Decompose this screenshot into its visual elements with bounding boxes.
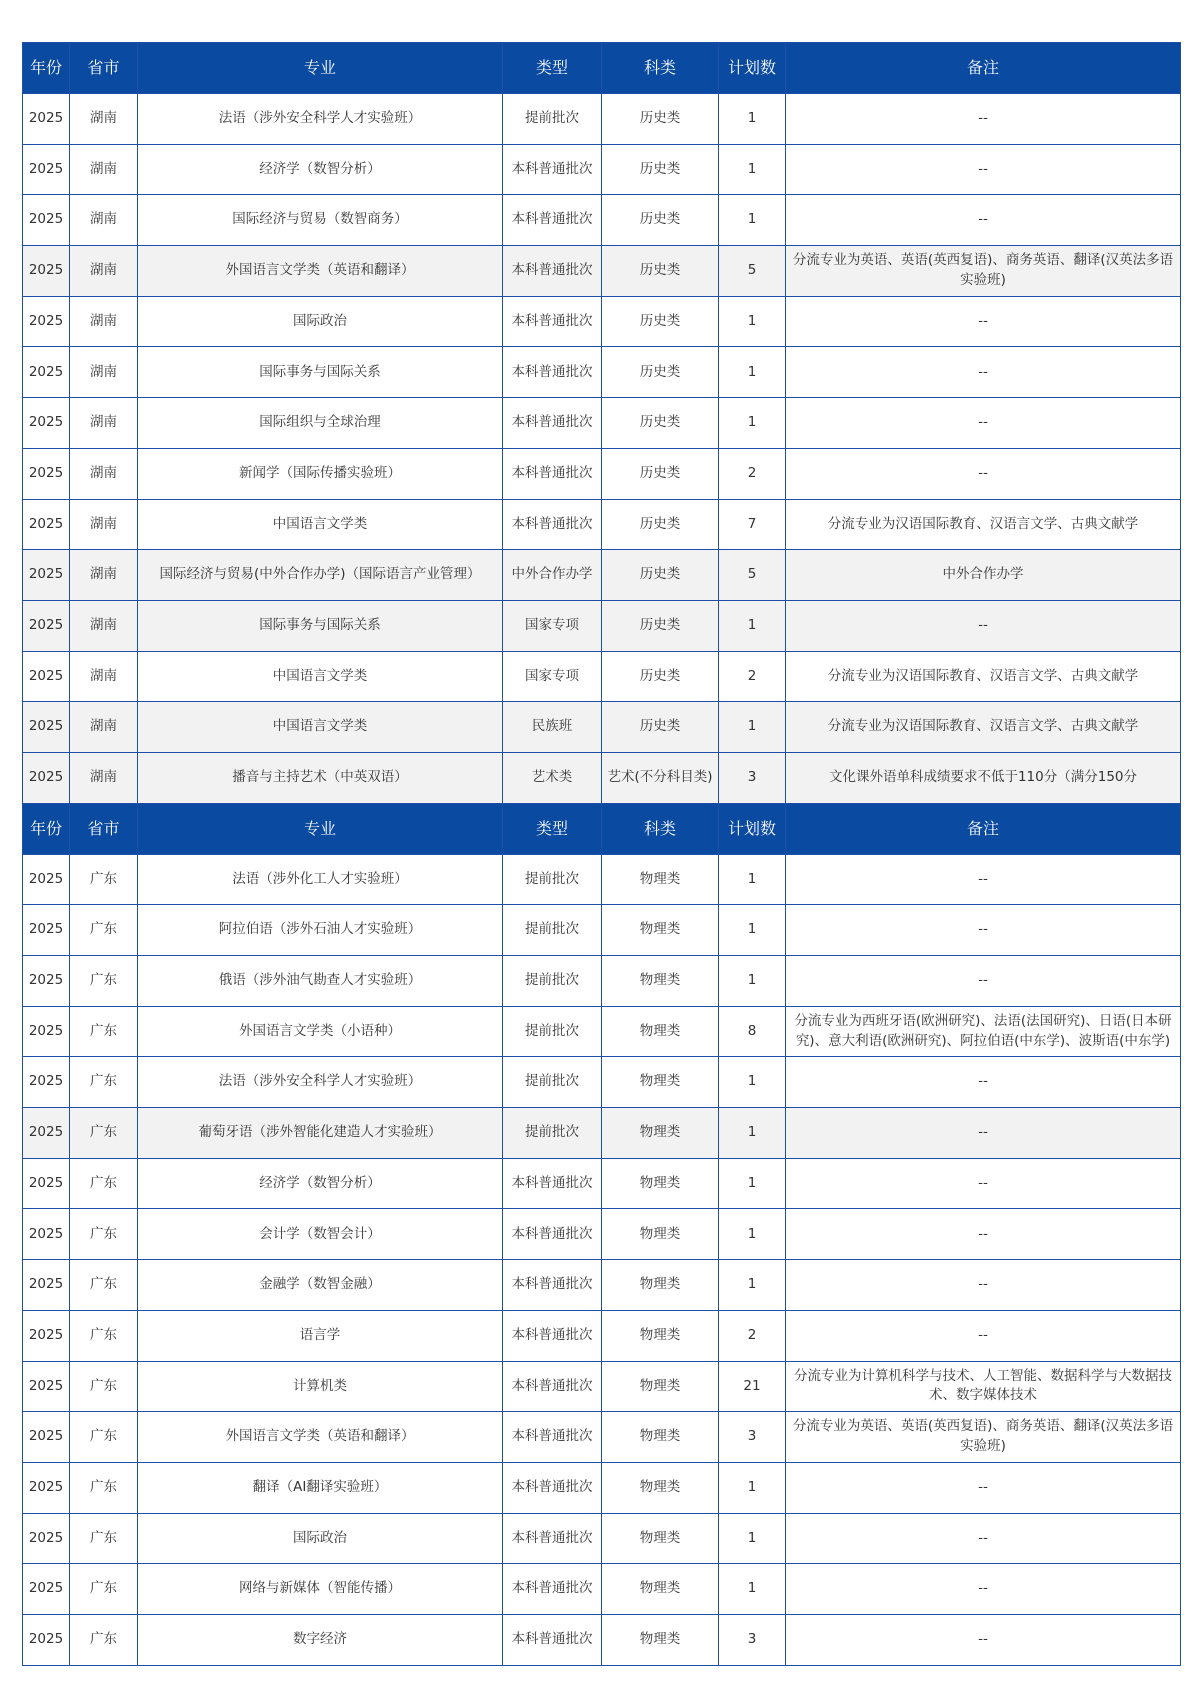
cell-plan-count: 1 [719,398,786,449]
cell-category: 物理类 [602,1462,719,1513]
cell-note: 分流专业为汉语国际教育、汉语言文学、古典文献学 [786,499,1181,550]
header-plan-count: 计划数 [719,43,786,94]
cell-category: 物理类 [602,1310,719,1361]
cell-plan-count: 1 [719,195,786,246]
cell-province: 湖南 [70,448,138,499]
header-note: 备注 [786,43,1181,94]
table-row [23,1006,1181,1057]
cell-note: 分流专业为西班牙语(欧洲研究)、法语(法国研究)、日语(日本研究)、意大利语(欧洲研究)、阿拉伯语(中东学)、波斯语(中东学) [786,1006,1181,1057]
cell-type: 本科普通批次 [503,1462,602,1513]
cell-type: 提前批次 [503,1057,602,1108]
cell-major: 新闻学（国际传播实验班） [138,448,503,499]
cell-year: 2025 [23,448,70,499]
cell-type: 提前批次 [503,905,602,956]
cell-type: 中外合作办学 [503,550,602,601]
table-row [23,651,1181,702]
cell-year: 2025 [23,144,70,195]
cell-type: 国家专项 [503,651,602,702]
cell-type: 民族班 [503,702,602,753]
cell-year: 2025 [23,550,70,601]
table-row [23,1209,1181,1260]
cell-major: 国际政治 [138,296,503,347]
cell-year: 2025 [23,702,70,753]
cell-category: 物理类 [602,905,719,956]
cell-major: 中国语言文学类 [138,702,503,753]
cell-note: -- [786,905,1181,956]
header-province: 省市 [70,43,138,94]
table-header-row [23,43,1181,94]
cell-year: 2025 [23,1361,70,1412]
cell-province: 湖南 [70,347,138,398]
cell-plan-count: 5 [719,550,786,601]
cell-plan-count: 3 [719,1412,786,1463]
cell-type: 本科普通批次 [503,1513,602,1564]
cell-plan-count: 1 [719,1260,786,1311]
cell-plan-count: 1 [719,702,786,753]
cell-province: 湖南 [70,600,138,651]
cell-province: 广东 [70,1564,138,1615]
cell-category: 历史类 [602,448,719,499]
cell-note: -- [786,398,1181,449]
cell-major: 国际经济与贸易（数智商务） [138,195,503,246]
cell-province: 湖南 [70,94,138,145]
cell-note: -- [786,448,1181,499]
cell-category: 历史类 [602,600,719,651]
cell-category: 艺术(不分科目类) [602,752,719,803]
table-row [23,702,1181,753]
cell-province: 湖南 [70,398,138,449]
cell-province: 广东 [70,1462,138,1513]
cell-note: 分流专业为英语、英语(英西复语)、商务英语、翻译(汉英法多语实验班) [786,246,1181,297]
table-row [23,94,1181,145]
cell-plan-count: 1 [719,296,786,347]
cell-type: 本科普通批次 [503,1614,602,1665]
cell-category: 物理类 [602,1158,719,1209]
table-header-row [23,803,1181,854]
table-row [23,1564,1181,1615]
cell-province: 湖南 [70,550,138,601]
cell-category: 物理类 [602,1260,719,1311]
cell-note: -- [786,195,1181,246]
cell-category: 历史类 [602,144,719,195]
cell-type: 本科普通批次 [503,246,602,297]
cell-province: 广东 [70,1310,138,1361]
cell-note: 中外合作办学 [786,550,1181,601]
table-row [23,347,1181,398]
cell-province: 广东 [70,1614,138,1665]
cell-category: 物理类 [602,1513,719,1564]
header-year: 年份 [23,803,70,854]
cell-type: 提前批次 [503,1006,602,1057]
cell-type: 本科普通批次 [503,499,602,550]
cell-major: 外国语言文学类（英语和翻译） [138,1412,503,1463]
cell-province: 广东 [70,956,138,1007]
cell-major: 俄语（涉外油气勘查人才实验班） [138,956,503,1007]
cell-major: 阿拉伯语（涉外石油人才实验班） [138,905,503,956]
cell-year: 2025 [23,296,70,347]
cell-category: 物理类 [602,1209,719,1260]
cell-category: 历史类 [602,702,719,753]
cell-year: 2025 [23,1412,70,1463]
cell-plan-count: 3 [719,1614,786,1665]
cell-year: 2025 [23,499,70,550]
table-row [23,550,1181,601]
table-row [23,246,1181,297]
cell-category: 历史类 [602,246,719,297]
cell-type: 本科普通批次 [503,347,602,398]
table-row [23,1158,1181,1209]
header-type: 类型 [503,43,602,94]
table-row [23,448,1181,499]
table-row [23,1462,1181,1513]
cell-category: 物理类 [602,1614,719,1665]
cell-plan-count: 1 [719,1158,786,1209]
header-category: 科类 [602,803,719,854]
cell-note: 分流专业为计算机科学与技术、人工智能、数据科学与大数据技术、数字媒体技术 [786,1361,1181,1412]
cell-major: 经济学（数智分析） [138,144,503,195]
table-row [23,956,1181,1007]
cell-year: 2025 [23,1462,70,1513]
cell-category: 历史类 [602,195,719,246]
cell-plan-count: 2 [719,448,786,499]
table-row [23,1361,1181,1412]
cell-plan-count: 1 [719,600,786,651]
cell-year: 2025 [23,752,70,803]
cell-note: -- [786,1158,1181,1209]
cell-category: 物理类 [602,1057,719,1108]
cell-note: -- [786,1260,1181,1311]
cell-type: 本科普通批次 [503,398,602,449]
cell-province: 广东 [70,1513,138,1564]
cell-plan-count: 1 [719,905,786,956]
cell-category: 物理类 [602,1412,719,1463]
table-row [23,398,1181,449]
cell-year: 2025 [23,246,70,297]
cell-type: 本科普通批次 [503,1310,602,1361]
cell-plan-count: 1 [719,854,786,905]
cell-note: -- [786,854,1181,905]
table-row [23,296,1181,347]
cell-province: 湖南 [70,702,138,753]
cell-note: -- [786,1614,1181,1665]
table-row [23,905,1181,956]
cell-type: 本科普通批次 [503,296,602,347]
cell-year: 2025 [23,1614,70,1665]
header-plan-count: 计划数 [719,803,786,854]
cell-category: 物理类 [602,1108,719,1159]
cell-major: 中国语言文学类 [138,651,503,702]
cell-major: 语言学 [138,1310,503,1361]
cell-year: 2025 [23,1108,70,1159]
cell-major: 法语（涉外安全科学人才实验班） [138,94,503,145]
cell-major: 计算机类 [138,1361,503,1412]
cell-major: 国际政治 [138,1513,503,1564]
cell-type: 本科普通批次 [503,1209,602,1260]
table-row [23,1513,1181,1564]
cell-year: 2025 [23,1209,70,1260]
cell-plan-count: 1 [719,347,786,398]
header-note: 备注 [786,803,1181,854]
cell-type: 本科普通批次 [503,448,602,499]
cell-province: 广东 [70,1057,138,1108]
cell-type: 本科普通批次 [503,1361,602,1412]
cell-major: 法语（涉外化工人才实验班） [138,854,503,905]
table-body [23,43,1181,1666]
cell-year: 2025 [23,1260,70,1311]
cell-year: 2025 [23,1310,70,1361]
cell-province: 湖南 [70,246,138,297]
cell-major: 经济学（数智分析） [138,1158,503,1209]
cell-major: 网络与新媒体（智能传播） [138,1564,503,1615]
cell-province: 湖南 [70,144,138,195]
cell-plan-count: 5 [719,246,786,297]
cell-major: 国际事务与国际关系 [138,347,503,398]
cell-note: -- [786,1310,1181,1361]
cell-note: -- [786,347,1181,398]
cell-major: 国际组织与全球治理 [138,398,503,449]
table-row [23,1108,1181,1159]
cell-type: 提前批次 [503,1108,602,1159]
cell-type: 本科普通批次 [503,1412,602,1463]
header-type: 类型 [503,803,602,854]
cell-plan-count: 1 [719,1513,786,1564]
cell-note: -- [786,956,1181,1007]
cell-plan-count: 1 [719,1108,786,1159]
cell-plan-count: 1 [719,94,786,145]
cell-note: 分流专业为汉语国际教育、汉语言文学、古典文献学 [786,702,1181,753]
cell-province: 湖南 [70,752,138,803]
cell-note: 分流专业为英语、英语(英西复语)、商务英语、翻译(汉英法多语实验班) [786,1412,1181,1463]
cell-major: 中国语言文学类 [138,499,503,550]
cell-category: 物理类 [602,854,719,905]
cell-province: 广东 [70,1361,138,1412]
cell-major: 葡萄牙语（涉外智能化建造人才实验班） [138,1108,503,1159]
cell-province: 湖南 [70,195,138,246]
cell-year: 2025 [23,854,70,905]
cell-type: 提前批次 [503,854,602,905]
cell-category: 历史类 [602,550,719,601]
cell-province: 广东 [70,1209,138,1260]
cell-major: 外国语言文学类（小语种） [138,1006,503,1057]
cell-province: 广东 [70,854,138,905]
cell-year: 2025 [23,905,70,956]
header-year: 年份 [23,43,70,94]
cell-note: -- [786,1108,1181,1159]
cell-type: 本科普通批次 [503,1260,602,1311]
header-major: 专业 [138,43,503,94]
cell-major: 金融学（数智金融） [138,1260,503,1311]
admission-plan-table [22,42,1181,1666]
cell-plan-count: 2 [719,1310,786,1361]
cell-year: 2025 [23,398,70,449]
cell-province: 广东 [70,1006,138,1057]
table-row [23,195,1181,246]
cell-year: 2025 [23,600,70,651]
cell-year: 2025 [23,651,70,702]
cell-category: 物理类 [602,956,719,1007]
cell-province: 广东 [70,1158,138,1209]
cell-category: 历史类 [602,398,719,449]
cell-province: 湖南 [70,296,138,347]
cell-type: 国家专项 [503,600,602,651]
cell-year: 2025 [23,1006,70,1057]
cell-major: 翻译（AI翻译实验班） [138,1462,503,1513]
cell-note: -- [786,1513,1181,1564]
cell-major: 法语（涉外安全科学人才实验班） [138,1057,503,1108]
table-row [23,1057,1181,1108]
cell-plan-count: 1 [719,1564,786,1615]
cell-province: 湖南 [70,651,138,702]
cell-major: 播音与主持艺术（中英双语） [138,752,503,803]
cell-note: -- [786,1462,1181,1513]
cell-province: 广东 [70,1412,138,1463]
cell-category: 历史类 [602,347,719,398]
table-row [23,1614,1181,1665]
cell-type: 本科普通批次 [503,195,602,246]
cell-year: 2025 [23,94,70,145]
cell-plan-count: 1 [719,144,786,195]
cell-type: 本科普通批次 [503,1158,602,1209]
cell-type: 提前批次 [503,94,602,145]
cell-year: 2025 [23,347,70,398]
cell-category: 历史类 [602,296,719,347]
cell-year: 2025 [23,1564,70,1615]
admission-plan-table-wrapper [22,42,1180,1666]
header-category: 科类 [602,43,719,94]
cell-plan-count: 21 [719,1361,786,1412]
table-row [23,1412,1181,1463]
cell-note: -- [786,296,1181,347]
cell-province: 广东 [70,1260,138,1311]
cell-note: 分流专业为汉语国际教育、汉语言文学、古典文献学 [786,651,1181,702]
cell-year: 2025 [23,1057,70,1108]
cell-note: -- [786,1057,1181,1108]
cell-plan-count: 1 [719,1209,786,1260]
cell-note: -- [786,144,1181,195]
cell-year: 2025 [23,956,70,1007]
cell-type: 本科普通批次 [503,1564,602,1615]
cell-year: 2025 [23,1513,70,1564]
cell-major: 数字经济 [138,1614,503,1665]
cell-major: 外国语言文学类（英语和翻译） [138,246,503,297]
cell-category: 物理类 [602,1361,719,1412]
cell-plan-count: 7 [719,499,786,550]
cell-province: 湖南 [70,499,138,550]
table-row [23,144,1181,195]
header-major: 专业 [138,803,503,854]
cell-plan-count: 2 [719,651,786,702]
cell-category: 历史类 [602,651,719,702]
cell-category: 历史类 [602,499,719,550]
cell-category: 物理类 [602,1564,719,1615]
cell-plan-count: 1 [719,1462,786,1513]
cell-major: 会计学（数智会计） [138,1209,503,1260]
cell-note: 文化课外语单科成绩要求不低于110分（满分150分 [786,752,1181,803]
cell-major: 国际经济与贸易(中外合作办学)（国际语言产业管理） [138,550,503,601]
cell-note: -- [786,1564,1181,1615]
cell-note: -- [786,1209,1181,1260]
table-row [23,752,1181,803]
table-row [23,499,1181,550]
cell-note: -- [786,94,1181,145]
cell-type: 本科普通批次 [503,144,602,195]
cell-plan-count: 1 [719,956,786,1007]
cell-province: 广东 [70,1108,138,1159]
cell-note: -- [786,600,1181,651]
cell-year: 2025 [23,1158,70,1209]
cell-major: 国际事务与国际关系 [138,600,503,651]
cell-type: 提前批次 [503,956,602,1007]
table-row [23,600,1181,651]
table-row [23,1310,1181,1361]
table-row [23,854,1181,905]
cell-plan-count: 1 [719,1057,786,1108]
cell-year: 2025 [23,195,70,246]
cell-category: 历史类 [602,94,719,145]
cell-plan-count: 8 [719,1006,786,1057]
table-row [23,1260,1181,1311]
cell-category: 物理类 [602,1006,719,1057]
cell-type: 艺术类 [503,752,602,803]
header-province: 省市 [70,803,138,854]
cell-plan-count: 3 [719,752,786,803]
cell-province: 广东 [70,905,138,956]
